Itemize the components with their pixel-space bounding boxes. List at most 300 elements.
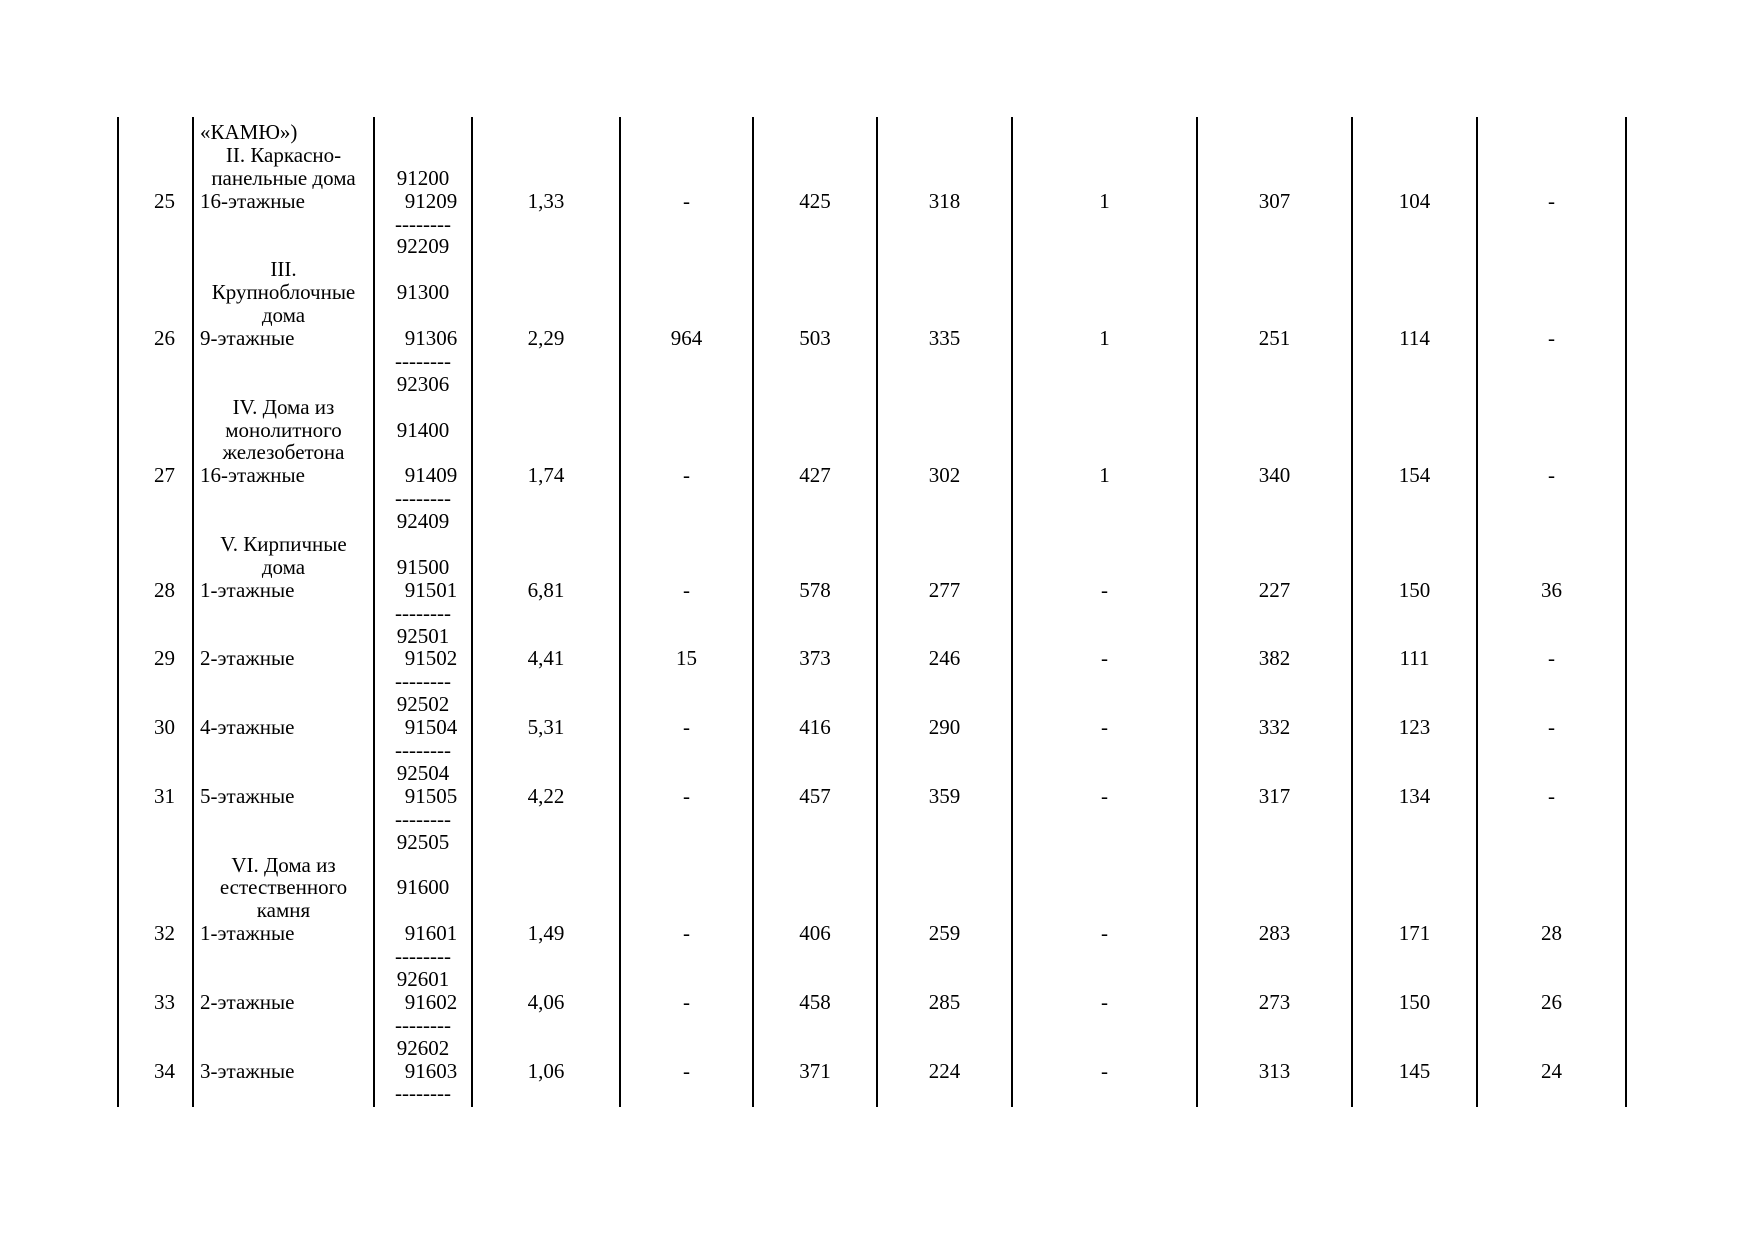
row-number-cell — [127, 945, 202, 968]
value-cell: 458 — [799, 989, 831, 1014]
value-cell — [753, 373, 877, 396]
value-cell — [1352, 876, 1477, 899]
row-number-cell — [127, 1014, 202, 1037]
value-cell — [620, 487, 753, 510]
value-cell — [472, 419, 620, 442]
row-number-cell — [127, 739, 202, 762]
row-number-cell — [127, 1082, 202, 1105]
value-cell — [1197, 602, 1352, 625]
value-cell — [472, 1037, 620, 1060]
row-number-cell — [127, 235, 202, 258]
value-cell — [472, 625, 620, 648]
value-cell — [877, 670, 1012, 693]
table-line — [118, 1082, 1626, 1105]
value-cell — [472, 808, 620, 831]
value-cell — [1352, 396, 1477, 419]
row-number-cell: 29 — [154, 646, 175, 671]
value-cell — [877, 602, 1012, 625]
value-cell — [1477, 441, 1626, 464]
value-cell: 427 — [799, 463, 831, 488]
value-cell — [877, 854, 1012, 877]
table-line — [118, 235, 1626, 258]
table-line — [118, 991, 1626, 1014]
value-cell — [472, 213, 620, 236]
code-cell — [374, 854, 472, 877]
value-cell — [753, 1037, 877, 1060]
table-line — [118, 602, 1626, 625]
value-cell — [1012, 533, 1197, 556]
value-cell — [1197, 693, 1352, 716]
value-cell — [1477, 854, 1626, 877]
value-cell: - — [1548, 715, 1555, 740]
value-cell — [1197, 167, 1352, 190]
value-cell — [620, 373, 753, 396]
value-cell — [1477, 739, 1626, 762]
value-cell — [1477, 373, 1626, 396]
value-cell — [472, 510, 620, 533]
value-cell: 457 — [799, 783, 831, 808]
value-cell — [1012, 419, 1197, 442]
row-number-cell — [127, 121, 202, 144]
value-cell — [1197, 1082, 1352, 1105]
value-cell — [1012, 510, 1197, 533]
row-number-cell — [127, 693, 202, 716]
code-cell: 91602 — [404, 989, 458, 1014]
value-cell — [1197, 762, 1352, 785]
code-cell — [374, 121, 472, 144]
row-number-cell: 28 — [154, 577, 175, 602]
value-cell — [1197, 419, 1352, 442]
value-cell: 4,41 — [527, 646, 565, 671]
code-cell: -------- — [395, 486, 451, 511]
value-cell — [1477, 670, 1626, 693]
value-cell — [1012, 899, 1197, 922]
row-number-cell: 25 — [154, 188, 175, 213]
value-cell — [877, 419, 1012, 442]
description-cell: VI. Дома из — [231, 852, 336, 877]
table-line — [118, 647, 1626, 670]
value-cell — [1012, 258, 1197, 281]
value-cell — [1197, 304, 1352, 327]
description-cell — [193, 1082, 374, 1105]
value-cell — [1012, 441, 1197, 464]
description-cell: 16-этажные — [200, 463, 305, 488]
value-cell — [753, 304, 877, 327]
value-cell — [753, 762, 877, 785]
value-cell — [1352, 831, 1477, 854]
value-cell — [1477, 167, 1626, 190]
row-number-cell — [127, 1037, 202, 1060]
value-cell — [1477, 235, 1626, 258]
code-cell: 92505 — [396, 829, 450, 854]
value-cell: - — [1101, 577, 1108, 602]
value-cell — [1012, 556, 1197, 579]
value-cell — [877, 258, 1012, 281]
value-cell — [1477, 419, 1626, 442]
value-cell — [753, 602, 877, 625]
description-cell — [193, 1037, 374, 1060]
table-line — [118, 121, 1626, 144]
description-cell: 2-этажные — [200, 646, 295, 671]
value-cell — [1197, 213, 1352, 236]
table-line — [118, 739, 1626, 762]
value-cell — [1197, 625, 1352, 648]
value-cell — [877, 213, 1012, 236]
description-cell — [193, 235, 374, 258]
value-cell — [620, 304, 753, 327]
value-cell: - — [1101, 783, 1108, 808]
value-cell: - — [683, 463, 690, 488]
value-cell: - — [683, 989, 690, 1014]
description-cell — [193, 510, 374, 533]
value-cell — [620, 854, 753, 877]
code-cell: -------- — [395, 738, 451, 763]
row-number-cell — [127, 396, 202, 419]
code-cell: 91409 — [404, 463, 458, 488]
value-cell — [877, 739, 1012, 762]
value-cell — [1352, 213, 1477, 236]
value-cell: 1 — [1099, 326, 1110, 351]
value-cell — [1477, 762, 1626, 785]
value-cell: 373 — [799, 646, 831, 671]
code-cell: -------- — [395, 600, 451, 625]
value-cell — [1197, 258, 1352, 281]
value-cell — [472, 350, 620, 373]
value-cell: 4,06 — [527, 989, 565, 1014]
value-cell — [1477, 533, 1626, 556]
value-cell — [1477, 1014, 1626, 1037]
value-cell — [472, 739, 620, 762]
value-cell — [1352, 258, 1477, 281]
code-cell — [374, 258, 472, 281]
code-cell: 91601 — [404, 921, 458, 946]
value-cell — [753, 121, 877, 144]
value-cell — [1352, 625, 1477, 648]
value-cell — [1012, 831, 1197, 854]
code-cell: -------- — [395, 669, 451, 694]
value-cell — [620, 693, 753, 716]
value-cell — [1012, 1014, 1197, 1037]
value-cell — [1477, 625, 1626, 648]
value-cell — [472, 304, 620, 327]
value-cell — [1352, 739, 1477, 762]
value-cell — [877, 281, 1012, 304]
description-cell: 1-этажные — [200, 921, 295, 946]
value-cell — [1477, 602, 1626, 625]
table-line — [118, 533, 1626, 556]
value-cell: - — [1101, 646, 1108, 671]
description-cell: дома — [261, 303, 306, 328]
value-cell — [1197, 899, 1352, 922]
value-cell — [1012, 968, 1197, 991]
row-number-cell — [127, 167, 202, 190]
table-line — [118, 579, 1626, 602]
value-cell — [620, 808, 753, 831]
value-cell: 285 — [928, 989, 961, 1014]
value-cell — [753, 739, 877, 762]
value-cell — [620, 441, 753, 464]
value-cell — [472, 121, 620, 144]
code-cell — [374, 144, 472, 167]
value-cell — [877, 510, 1012, 533]
table-line — [118, 441, 1626, 464]
value-cell: - — [683, 577, 690, 602]
value-cell — [1477, 487, 1626, 510]
code-cell: 91300 — [396, 280, 450, 305]
table-line — [118, 716, 1626, 739]
description-cell — [193, 213, 374, 236]
value-cell — [1197, 808, 1352, 831]
table-line — [118, 327, 1626, 350]
row-number-cell: 27 — [154, 463, 175, 488]
value-cell — [472, 693, 620, 716]
value-cell: 1,33 — [527, 188, 565, 213]
value-cell: 425 — [799, 188, 831, 213]
code-cell: -------- — [395, 211, 451, 236]
value-cell — [620, 556, 753, 579]
value-cell — [1012, 762, 1197, 785]
value-cell: 4,22 — [527, 783, 565, 808]
description-cell — [193, 1014, 374, 1037]
value-cell — [1352, 350, 1477, 373]
code-cell: 91209 — [404, 188, 458, 213]
value-cell — [1197, 945, 1352, 968]
value-cell — [1477, 693, 1626, 716]
value-cell: 332 — [1258, 715, 1291, 740]
table-line — [118, 1014, 1626, 1037]
code-cell: 91306 — [404, 326, 458, 351]
table-line — [118, 258, 1626, 281]
value-cell — [1012, 1037, 1197, 1060]
code-cell: 91502 — [404, 646, 458, 671]
value-cell — [1197, 235, 1352, 258]
value-cell — [620, 144, 753, 167]
value-cell — [1352, 533, 1477, 556]
description-cell: V. Кирпичные — [220, 532, 347, 557]
code-cell: -------- — [395, 348, 451, 373]
value-cell: 283 — [1258, 921, 1291, 946]
value-cell — [1352, 762, 1477, 785]
table-line — [118, 419, 1626, 442]
value-cell — [1197, 281, 1352, 304]
code-cell: 91600 — [396, 875, 450, 900]
value-cell — [620, 739, 753, 762]
value-cell: 150 — [1398, 989, 1431, 1014]
value-cell — [1477, 304, 1626, 327]
value-cell — [1477, 1082, 1626, 1105]
value-cell — [620, 670, 753, 693]
value-cell: 150 — [1398, 577, 1431, 602]
row-number-cell — [127, 625, 202, 648]
code-cell: -------- — [395, 1081, 451, 1106]
description-cell — [193, 831, 374, 854]
value-cell — [877, 968, 1012, 991]
value-cell — [472, 396, 620, 419]
value-cell: 578 — [799, 577, 831, 602]
row-number-cell — [127, 213, 202, 236]
value-cell — [472, 1014, 620, 1037]
description-cell: 2-этажные — [200, 989, 295, 1014]
value-cell — [472, 533, 620, 556]
value-cell — [753, 1082, 877, 1105]
value-cell — [877, 945, 1012, 968]
value-cell — [753, 235, 877, 258]
value-cell — [1352, 670, 1477, 693]
row-number-cell — [127, 533, 202, 556]
value-cell: 307 — [1258, 188, 1291, 213]
value-cell — [1012, 235, 1197, 258]
code-cell: 92504 — [396, 760, 450, 785]
value-cell — [1477, 556, 1626, 579]
description-cell: 3-этажные — [200, 1058, 295, 1083]
value-cell: 290 — [928, 715, 961, 740]
value-cell — [1197, 876, 1352, 899]
row-number-cell — [127, 831, 202, 854]
table-line — [118, 281, 1626, 304]
description-cell: IV. Дома из — [232, 394, 335, 419]
value-cell — [1197, 968, 1352, 991]
value-cell — [1477, 968, 1626, 991]
row-number-cell — [127, 854, 202, 877]
value-cell — [753, 350, 877, 373]
value-cell — [753, 258, 877, 281]
value-cell — [753, 533, 877, 556]
value-cell — [1197, 121, 1352, 144]
value-cell — [1012, 854, 1197, 877]
value-cell — [877, 121, 1012, 144]
row-number-cell — [127, 556, 202, 579]
value-cell: - — [1548, 463, 1555, 488]
value-cell — [753, 831, 877, 854]
value-cell — [1352, 854, 1477, 877]
value-cell — [472, 854, 620, 877]
description-cell: естественного — [219, 875, 348, 900]
value-cell — [753, 213, 877, 236]
value-cell — [877, 1037, 1012, 1060]
code-cell — [374, 441, 472, 464]
row-number-cell: 34 — [154, 1058, 175, 1083]
value-cell — [620, 121, 753, 144]
description-cell — [193, 762, 374, 785]
value-cell — [877, 350, 1012, 373]
row-number-cell — [127, 144, 202, 167]
description-cell: 16-этажные — [200, 188, 305, 213]
code-cell: 91500 — [396, 554, 450, 579]
row-number-cell — [127, 281, 202, 304]
description-cell — [193, 693, 374, 716]
value-cell: 123 — [1398, 715, 1431, 740]
value-cell — [1352, 1082, 1477, 1105]
row-number-cell — [127, 808, 202, 831]
description-cell: Крупноблочные — [211, 280, 356, 305]
description-cell — [193, 968, 374, 991]
value-cell — [1477, 510, 1626, 533]
value-cell: 111 — [1399, 646, 1430, 671]
value-cell — [1352, 235, 1477, 258]
value-cell — [620, 968, 753, 991]
description-cell — [193, 350, 374, 373]
description-cell: 4-этажные — [200, 715, 295, 740]
value-cell — [472, 831, 620, 854]
value-cell — [620, 762, 753, 785]
value-cell — [472, 373, 620, 396]
row-number-cell: 33 — [154, 989, 175, 1014]
description-cell — [193, 945, 374, 968]
description-cell — [193, 808, 374, 831]
value-cell — [620, 945, 753, 968]
table-line — [118, 213, 1626, 236]
value-cell — [1352, 968, 1477, 991]
value-cell — [472, 1082, 620, 1105]
code-cell — [374, 304, 472, 327]
value-cell — [753, 487, 877, 510]
value-cell: 406 — [799, 921, 831, 946]
code-cell: -------- — [395, 1012, 451, 1037]
value-cell — [1197, 1037, 1352, 1060]
code-cell: 91400 — [396, 417, 450, 442]
row-number-cell — [127, 670, 202, 693]
value-cell — [1352, 808, 1477, 831]
value-cell: 1 — [1099, 188, 1110, 213]
value-cell — [1352, 945, 1477, 968]
table-line — [118, 899, 1626, 922]
value-cell — [1012, 693, 1197, 716]
value-cell: - — [683, 783, 690, 808]
row-number-cell: 32 — [154, 921, 175, 946]
value-cell — [472, 167, 620, 190]
value-cell: 1,74 — [527, 463, 565, 488]
code-cell: 92209 — [396, 234, 450, 259]
value-cell: 503 — [799, 326, 831, 351]
value-cell — [753, 419, 877, 442]
value-cell — [753, 625, 877, 648]
value-cell: 1,49 — [527, 921, 565, 946]
value-cell: 1 — [1099, 463, 1110, 488]
value-cell — [1352, 1014, 1477, 1037]
value-cell — [472, 441, 620, 464]
value-cell: - — [1548, 188, 1555, 213]
value-cell: 104 — [1398, 188, 1431, 213]
value-cell — [753, 808, 877, 831]
value-cell — [1012, 167, 1197, 190]
table-line — [118, 670, 1626, 693]
value-cell — [1352, 693, 1477, 716]
value-cell: 359 — [928, 783, 961, 808]
value-cell: 1,06 — [527, 1058, 565, 1083]
value-cell — [620, 213, 753, 236]
description-cell: монолитного — [225, 417, 342, 442]
value-cell — [877, 876, 1012, 899]
code-cell: 92409 — [396, 509, 450, 534]
table-line — [118, 1060, 1626, 1083]
value-cell — [1197, 144, 1352, 167]
value-cell: 302 — [928, 463, 961, 488]
value-cell — [1197, 831, 1352, 854]
table-line — [118, 167, 1626, 190]
value-cell — [1477, 876, 1626, 899]
value-cell — [1352, 556, 1477, 579]
value-cell: 340 — [1258, 463, 1291, 488]
value-cell — [1352, 144, 1477, 167]
value-cell: 224 — [928, 1058, 961, 1083]
value-cell: - — [1101, 921, 1108, 946]
value-cell — [620, 831, 753, 854]
value-cell: 2,29 — [527, 326, 565, 351]
code-cell — [374, 396, 472, 419]
value-cell — [1012, 602, 1197, 625]
value-cell — [877, 808, 1012, 831]
description-cell — [193, 670, 374, 693]
